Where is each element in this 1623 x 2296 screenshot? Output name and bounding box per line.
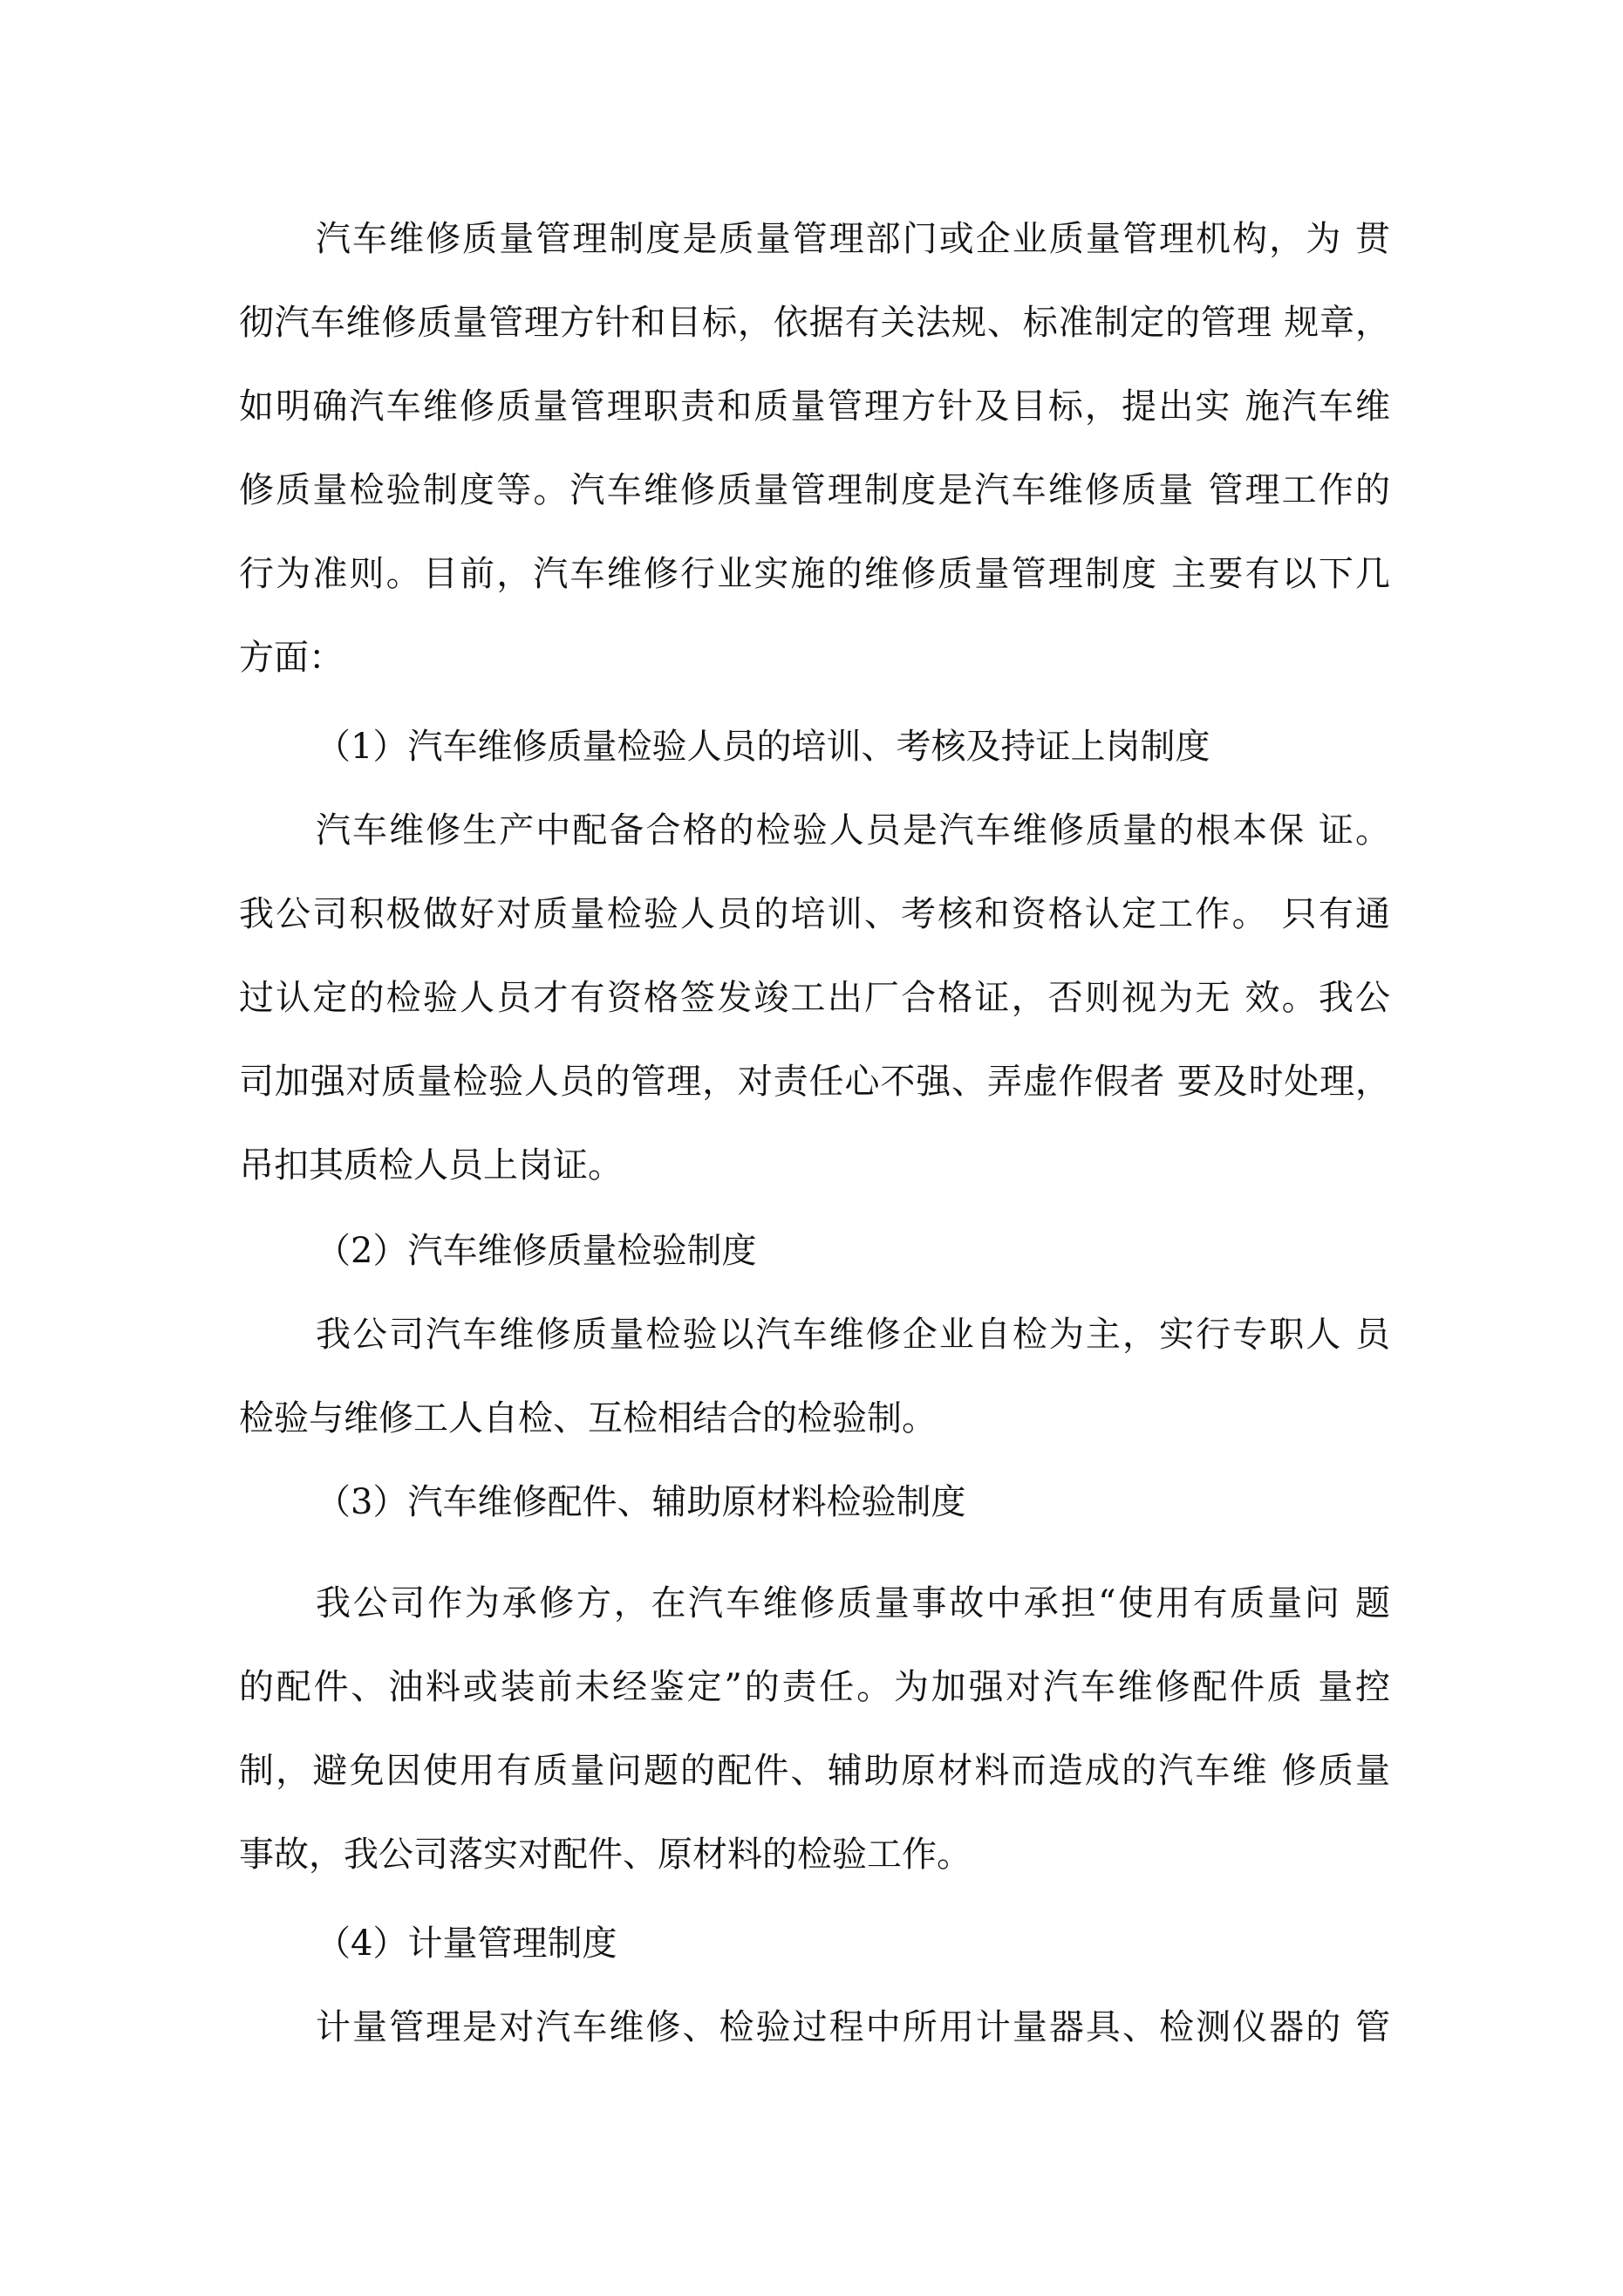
- section-heading-3: （3）汽车维修配件、辅助原材料检验制度: [316, 1482, 966, 1522]
- paragraph-4-line-3: 制，避免因使用有质量问题的配件、辅助原材料而造成的汽车维 修质量: [239, 1751, 1390, 1791]
- paragraph-1-line-6: 方面：: [239, 638, 344, 678]
- paragraph-2-line-1: 汽车维修生产中配备合格的检验人员是汽车维修质量的根本保 证。: [316, 810, 1390, 851]
- paragraph-1-line-4: 修质量检验制度等。汽车维修质量管理制度是汽车维修质量 管理工作的: [239, 470, 1390, 510]
- section-heading-4: （4）计量管理制度: [316, 1924, 617, 1964]
- paragraph-1-line-3: 如明确汽车维修质量管理职责和质量管理方针及目标，提出实 施汽车维: [239, 386, 1390, 427]
- paragraph-1-line-1: 汽车维修质量管理制度是质量管理部门或企业质量管理机构，为 贯: [316, 219, 1390, 259]
- paragraph-4-line-4: 事故，我公司落实对配件、原材料的检验工作。: [239, 1835, 972, 1875]
- paragraph-2-line-4: 司加强对质量检验人员的管理，对责任心不强、弄虚作假者 要及时处理，: [239, 1062, 1390, 1102]
- paragraph-4-line-1: 我公司作为承修方，在汽车维修质量事故中承担“使用有质量问 题: [316, 1583, 1390, 1623]
- section-heading-2: （2）汽车维修质量检验制度: [316, 1231, 757, 1271]
- paragraph-1-line-5: 行为准则。目前，汽车维修行业实施的维修质量管理制度 主要有以下几: [239, 554, 1390, 594]
- paragraph-2-line-3: 过认定的检验人员才有资格签发竣工出厂合格证，否则视为无 效。我公: [239, 978, 1390, 1018]
- section-heading-1: （1）汽车维修质量检验人员的培训、考核及持证上岗制度: [316, 727, 1210, 767]
- paragraph-3-line-1: 我公司汽车维修质量检验以汽车维修企业自检为主，实行专职人 员: [316, 1315, 1390, 1355]
- paragraph-4-line-2: 的配件、油料或装前未经鉴定”的责任。为加强对汽车维修配件质 量控: [239, 1667, 1390, 1707]
- paragraph-2-line-2: 我公司积极做好对质量检验人员的培训、考核和资格认定工作。 只有通: [239, 894, 1390, 934]
- paragraph-5-line-1: 计量管理是对汽车维修、检验过程中所用计量器具、检测仪器的 管: [316, 2007, 1390, 2047]
- paragraph-3-line-2: 检验与维修工人自检、互检相结合的检验制。: [239, 1398, 937, 1438]
- paragraph-1-line-2: 彻汽车维修质量管理方针和目标，依据有关法规、标准制定的管理 规章，: [239, 303, 1390, 343]
- paragraph-2-line-5: 吊扣其质检人员上岗证。: [239, 1145, 623, 1186]
